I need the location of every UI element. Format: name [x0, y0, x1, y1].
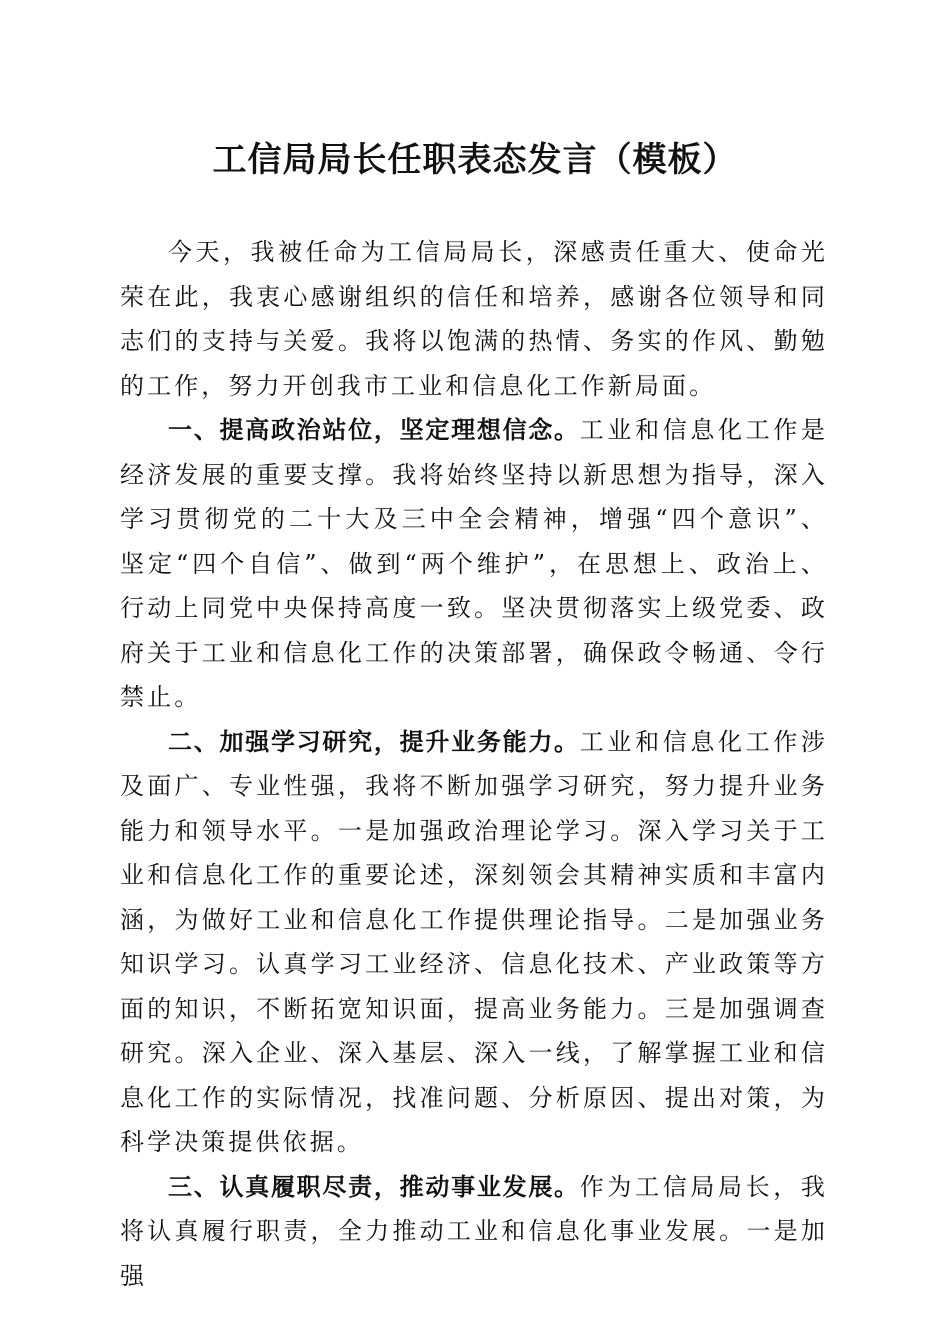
section-text-2: 工业和信息化工作涉及面广、专业性强，我将不断加强学习研究，努力提升业务能力和领导水平。一是加强政治理论学习。深入学习关于工业和信息化工作的重要论述，深刻领会其精神实质和丰富内涵，为做好工业和信息化工作提供理论指导。二是加强业务知识学习。认真学习工业经济、信息化技术、产业政策等方面的知识，不断拓宽知识面，提高业务能力。三是加强调查研究。深入企业、深入基层、深入一线，了解掌握工业和信息化工作的实际情况，找准问题、分析原因、提出对策，为科学决策提供依据。	[120, 727, 828, 1156]
section-paragraph-1	[120, 408, 828, 720]
section-heading-3: 三、认真履职尽责，推动事业发展。	[168, 1171, 580, 1201]
section-text-3: 作为工信局局长，我将认真履行职责，全力推动工业和信息化事业发展。一是加强	[120, 1172, 828, 1290]
document-body	[120, 230, 828, 1298]
document-title: 工信局局长任职表态发言（模板）	[212, 140, 738, 180]
intro-paragraph: 今天，我被任命为工信局局长，深感责任重大、使命光荣在此，我衷心感谢组织的信任和培养，感谢各位领导和同志们的支持与关爱。我将以饱满的热情、务实的作风、勤勉的工作，努力开创我市工业和信息化工作新局面。	[120, 238, 828, 400]
section-text-1: 工业和信息化工作是经济发展的重要支撑。我将始终坚持以新思想为指导，深入学习贯彻党的二十大及三中全会精神，增强“四个意识”、坚定“四个自信”、做到“两个维护”，在思想上、政治上、行动上同党中央保持高度一致。坚决贯彻落实上级党委、政府关于工业和信息化工作的决策部署，确保政令畅通、令行禁止。	[120, 416, 828, 711]
section-heading-1: 一、提高政治站位，坚定理想信念。	[168, 415, 580, 444]
section-heading-2: 二、加强学习研究，提升业务能力。	[168, 726, 580, 756]
section-paragraph-2	[120, 720, 828, 1165]
section-paragraph-3	[120, 1165, 828, 1299]
